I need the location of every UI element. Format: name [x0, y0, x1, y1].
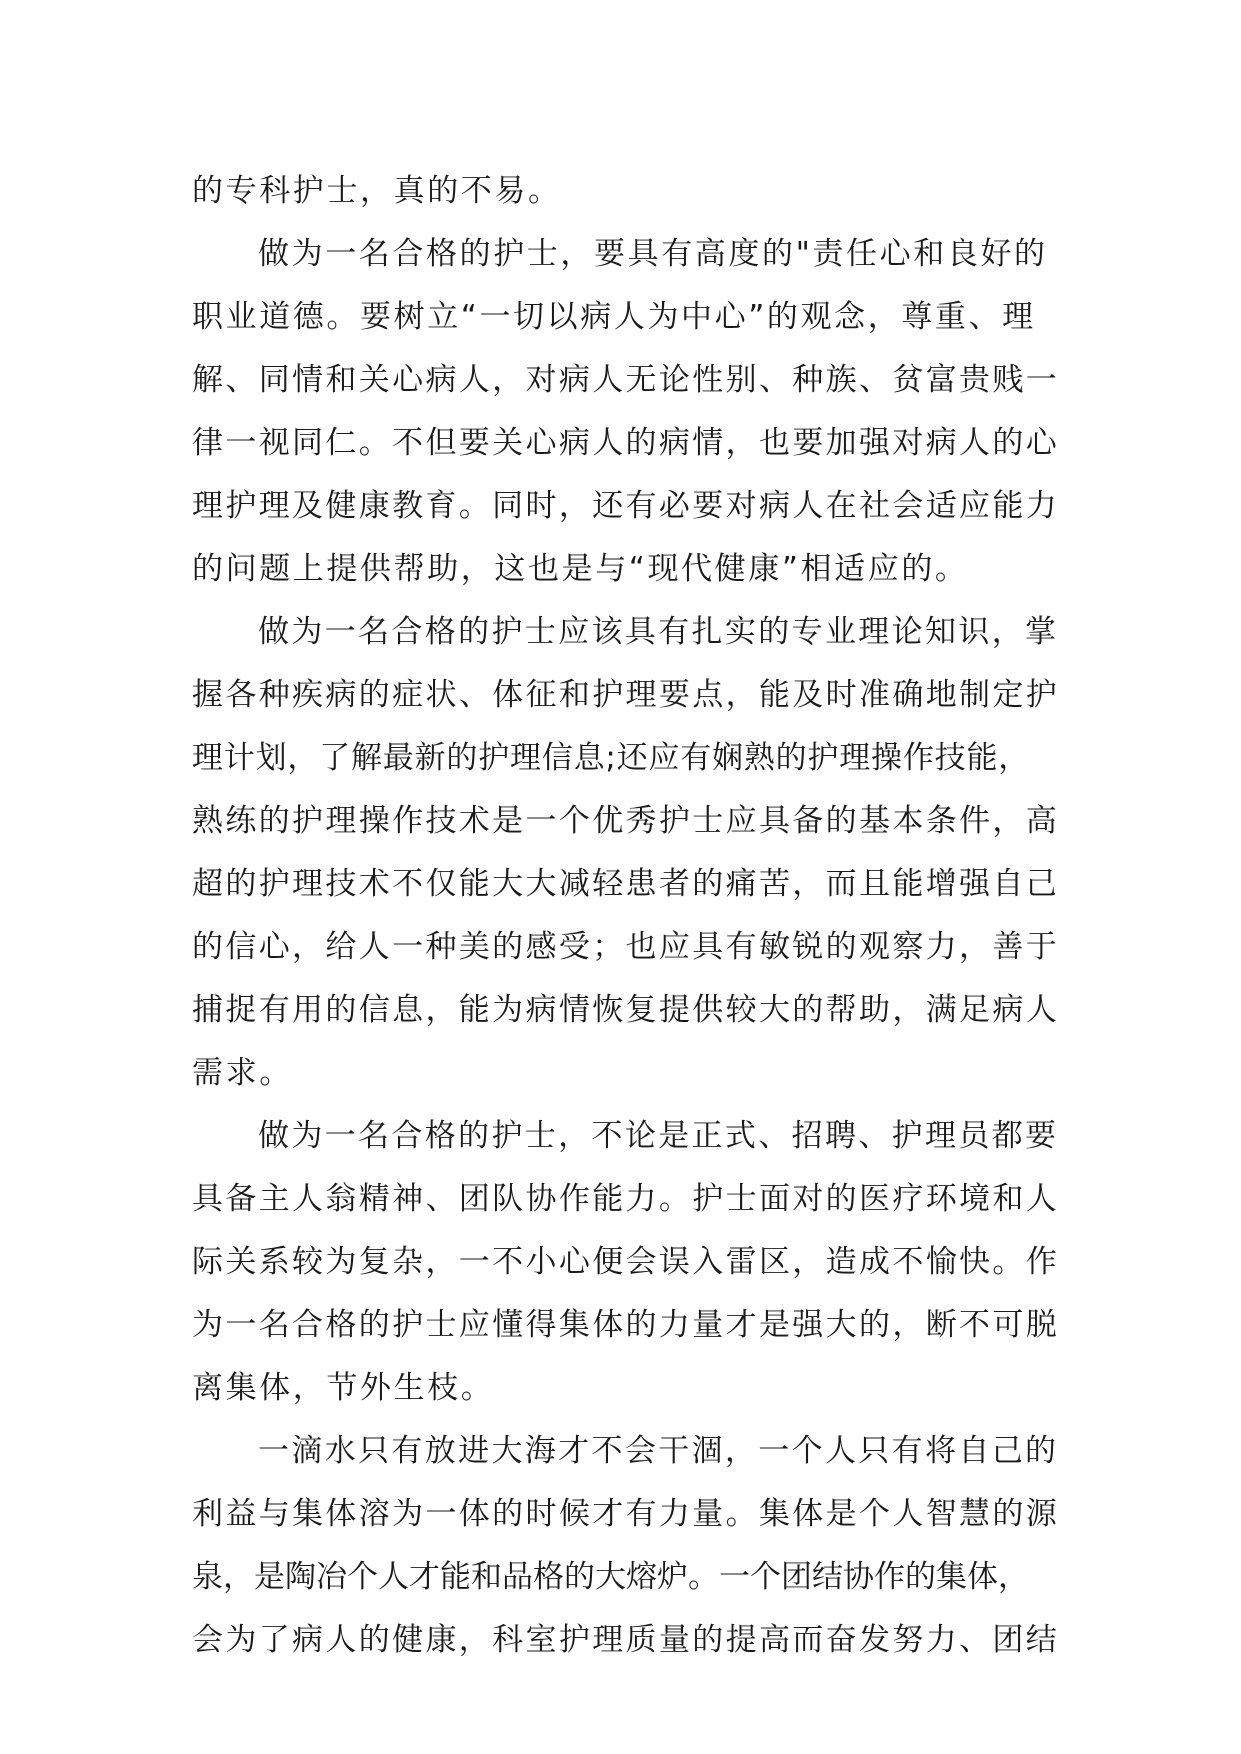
paragraph-start-line: 做为一名合格的护士应该具有扎实的专业理论知识，掌: [258, 614, 1059, 650]
text-line: 理护理及健康教育。同时，还有必要对病人在社会适应能力: [192, 488, 1060, 524]
text-line: 利益与集体溶为一体的时候才有力量。集体是个人智慧的源: [192, 1496, 1060, 1532]
text-line: 理计划，了解最新的护理信息;还应有娴熟的护理操作技能，: [192, 740, 1031, 776]
paragraph-start-line: 做为一名合格的护士，要具有高度的"责任心和良好的: [258, 236, 1048, 272]
text-line: 为一名合格的护士应懂得集体的力量才是强大的，断不可脱: [192, 1307, 1060, 1343]
text-line: 超的护理技术不仅能大大减轻患者的痛苦，而且能增强自己: [192, 866, 1060, 902]
text-line: 具备主人翁精神、团队协作能力。护士面对的医疗环境和人: [192, 1181, 1060, 1217]
text-line: 的问题上提供帮助，这也是与“现代健康”相适应的。: [192, 551, 969, 587]
text-line: 解、同情和关心病人，对病人无论性别、种族、贫富贵贱一: [192, 362, 1060, 398]
paragraph-start-line: 一滴水只有放进大海才不会干涸，一个人只有将自己的: [258, 1433, 1059, 1469]
text-line: 离集体，节外生枝。: [192, 1370, 495, 1406]
text-line: 的专科护士，真的不易。: [192, 173, 562, 209]
text-line: 熟练的护理操作技术是一个优秀护士应具备的基本条件，高: [192, 803, 1060, 839]
body-text: [192, 160, 1062, 1672]
paragraph-start-line: 做为一名合格的护士，不论是正式、招聘、护理员都要: [258, 1118, 1059, 1154]
text-line: 际关系较为复杂，一不小心便会误入雷区，造成不愉快。作: [192, 1244, 1060, 1280]
text-line: 捕捉有用的信息，能为病情恢复提供较大的帮助，满足病人: [192, 992, 1060, 1028]
text-line: 会为了病人的健康，科室护理质量的提高而奋发努力、团结: [192, 1622, 1060, 1658]
text-line: 职业道德。要树立“一切以病人为中心”的观念，尊重、理: [192, 299, 1036, 335]
text-line: 握各种疾病的症状、体征和护理要点，能及时准确地制定护: [192, 677, 1060, 713]
text-line: 的信心，给人一种美的感受；也应具有敏锐的观察力，善于: [192, 929, 1060, 965]
text-line: 泉，是陶冶个人才能和品格的大熔炉。一个团结协作的集体，: [192, 1559, 1029, 1595]
text-line: 需求。: [192, 1055, 293, 1091]
text-line: 律一视同仁。不但要关心病人的病情，也要加强对病人的心: [192, 425, 1060, 461]
